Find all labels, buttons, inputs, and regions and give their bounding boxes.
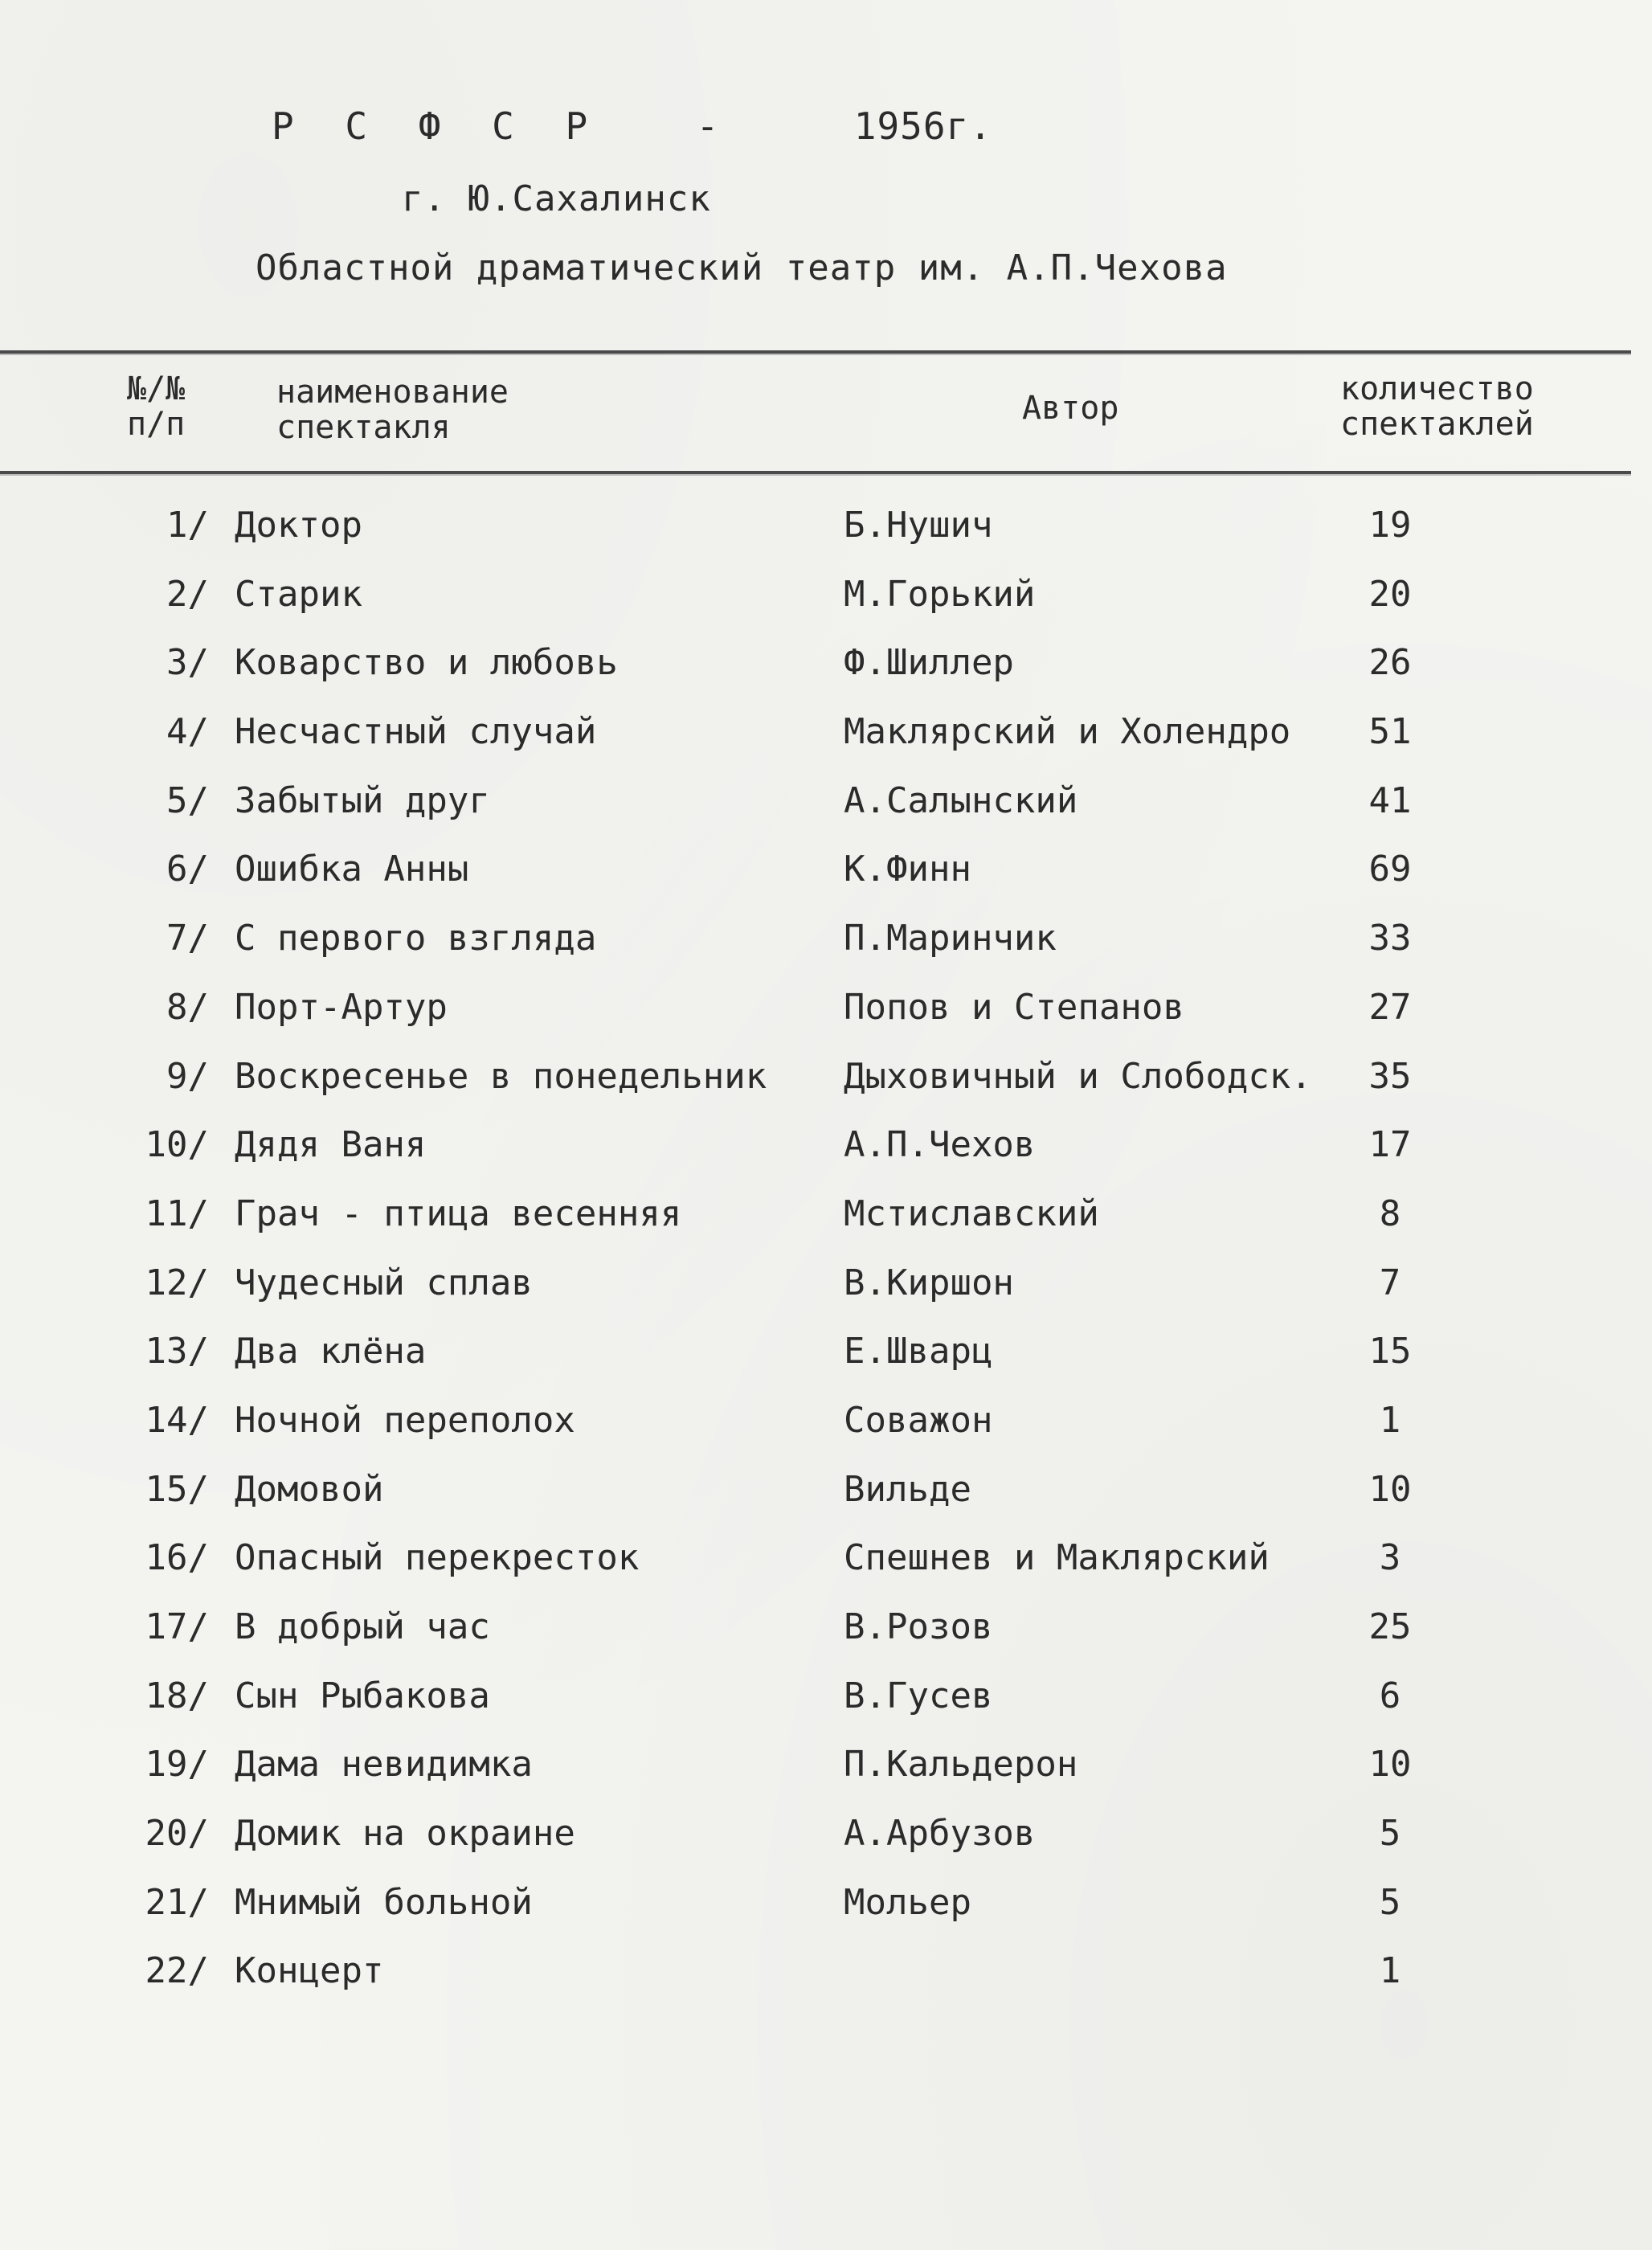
table-row [0,567,1652,636]
row-author: А.Салынский [844,779,1078,821]
table-row [0,1393,1652,1462]
row-count: 6 [1379,1675,1401,1716]
row-author: А.П.Чехов [844,1124,1036,1166]
row-author: П.Маринчик [844,918,1057,959]
row-title: Старик [235,573,362,615]
row-number: 9/ [166,1055,209,1097]
row-number: 6/ [166,849,209,890]
row-author: А.Арбузов [844,1813,1036,1855]
row-title: С первого взгляда [235,918,597,959]
table-row [0,1737,1652,1806]
table-row [0,1118,1652,1187]
row-count: 26 [1368,642,1412,684]
row-number: 15/ [145,1468,209,1510]
row-title: Забытый друг [235,779,490,821]
row-count: 7 [1379,1262,1401,1303]
row-author: В.Розов [844,1606,993,1647]
row-count: 17 [1368,1124,1412,1166]
row-count: 10 [1368,1468,1412,1510]
row-number: 8/ [166,986,209,1028]
column-header-number: №/№ п/п [127,370,186,443]
row-count: 51 [1368,711,1412,753]
table-header-bottom-rule [0,471,1631,474]
row-author: Дыховичный и Слободск. [844,1055,1312,1097]
row-title: Коварство и любовь [235,642,618,684]
row-title: Несчастный случай [235,711,597,753]
table-row [0,1187,1652,1256]
row-title: Дама невидимка [235,1744,533,1786]
row-author: Спешнев и Маклярский [844,1537,1270,1579]
table-row [0,1324,1652,1393]
row-title: Порт-Артур [235,986,448,1028]
row-count: 5 [1379,1881,1401,1923]
row-title: Концерт [235,1950,384,1992]
table-row [0,774,1652,843]
row-count: 41 [1368,779,1412,821]
row-author: Е.Шварц [844,1331,993,1372]
row-number: 13/ [145,1331,209,1372]
table-row [0,1876,1652,1945]
row-count: 3 [1379,1537,1401,1579]
table-top-rule [0,350,1631,354]
header-year: 1956г. [853,104,992,148]
row-number: 18/ [145,1675,209,1716]
row-number: 17/ [145,1606,209,1647]
row-count: 25 [1368,1606,1412,1647]
row-number: 2/ [166,573,209,615]
row-title: Доктор [235,505,362,546]
row-count: 19 [1368,505,1412,546]
row-title: Воскресенье в понедельник [235,1055,767,1097]
row-number: 19/ [145,1744,209,1786]
row-author: Мольер [844,1881,971,1923]
row-title: Дядя Ваня [235,1124,427,1166]
performance-table-body [0,498,1652,2013]
row-title: Грач - птица весенняя [235,1192,682,1234]
table-row [0,1669,1652,1738]
row-number: 3/ [166,642,209,684]
table-row [0,1531,1652,1600]
row-count: 27 [1368,986,1412,1028]
column-header-author: Автор [1022,390,1119,427]
row-count: 1 [1379,1399,1401,1441]
row-number: 4/ [166,711,209,753]
row-number: 21/ [145,1881,209,1923]
row-count: 69 [1368,849,1412,890]
row-author: П.Кальдерон [844,1744,1078,1786]
row-number: 12/ [145,1262,209,1303]
row-title: Домик на окраине [235,1813,575,1855]
row-author: Б.Нушич [844,505,993,546]
row-author: Попов и Степанов [844,986,1184,1028]
row-title: Мнимый больной [235,1881,533,1923]
table-row [0,980,1652,1049]
table-row [0,705,1652,774]
row-title: Домовой [235,1468,384,1510]
table-row [0,1600,1652,1669]
row-author: М.Горький [844,573,1036,615]
table-row [0,1462,1652,1532]
table-row [0,636,1652,705]
header-theatre: Областной драматический театр им. А.П.Чехова [256,248,1228,288]
row-count: 8 [1379,1192,1401,1234]
row-count: 35 [1368,1055,1412,1097]
row-count: 10 [1368,1744,1412,1786]
row-author: Маклярский и Холендро [844,711,1291,753]
row-number: 1/ [166,505,209,546]
header-line-republic-year [272,104,992,148]
row-author: В.Киршон [844,1262,1014,1303]
column-header-title: наименование спектакля [276,374,509,446]
header-republic: Р С Ф С Р [272,104,603,148]
row-count: 20 [1368,573,1412,615]
header-city: г. Ю.Сахалинск [402,178,711,219]
row-number: 5/ [166,779,209,821]
row-author: К.Финн [844,849,971,890]
row-title: Ошибка Анны [235,849,469,890]
row-count: 1 [1379,1950,1401,1992]
row-title: Сын Рыбакова [235,1675,490,1716]
row-number: 14/ [145,1399,209,1441]
table-row [0,1806,1652,1876]
table-row [0,498,1652,567]
row-author: Соважон [844,1399,993,1441]
row-title: Опасный перекресток [235,1537,640,1579]
row-title: Чудесный сплав [235,1262,533,1303]
row-count: 5 [1379,1813,1401,1855]
table-row [0,842,1652,911]
table-row [0,1944,1652,2013]
table-row [0,1256,1652,1325]
row-number: 22/ [145,1950,209,1992]
column-header-count: количество спектаклей [1340,370,1534,443]
row-number: 7/ [166,918,209,959]
row-author: Мстиславский [844,1192,1099,1234]
row-author: Вильде [844,1468,971,1510]
row-author: В.Гусев [844,1675,993,1716]
row-title: В добрый час [235,1606,490,1647]
row-number: 11/ [145,1192,209,1234]
table-row [0,1049,1652,1119]
row-number: 16/ [145,1537,209,1579]
header-dash: - [696,104,720,148]
row-author: Ф.Шиллер [844,642,1014,684]
row-title: Ночной переполох [235,1399,575,1441]
row-count: 15 [1368,1331,1412,1372]
row-number: 10/ [145,1124,209,1166]
row-number: 20/ [145,1813,209,1855]
row-count: 33 [1368,918,1412,959]
row-title: Два клёна [235,1331,427,1372]
table-row [0,911,1652,980]
